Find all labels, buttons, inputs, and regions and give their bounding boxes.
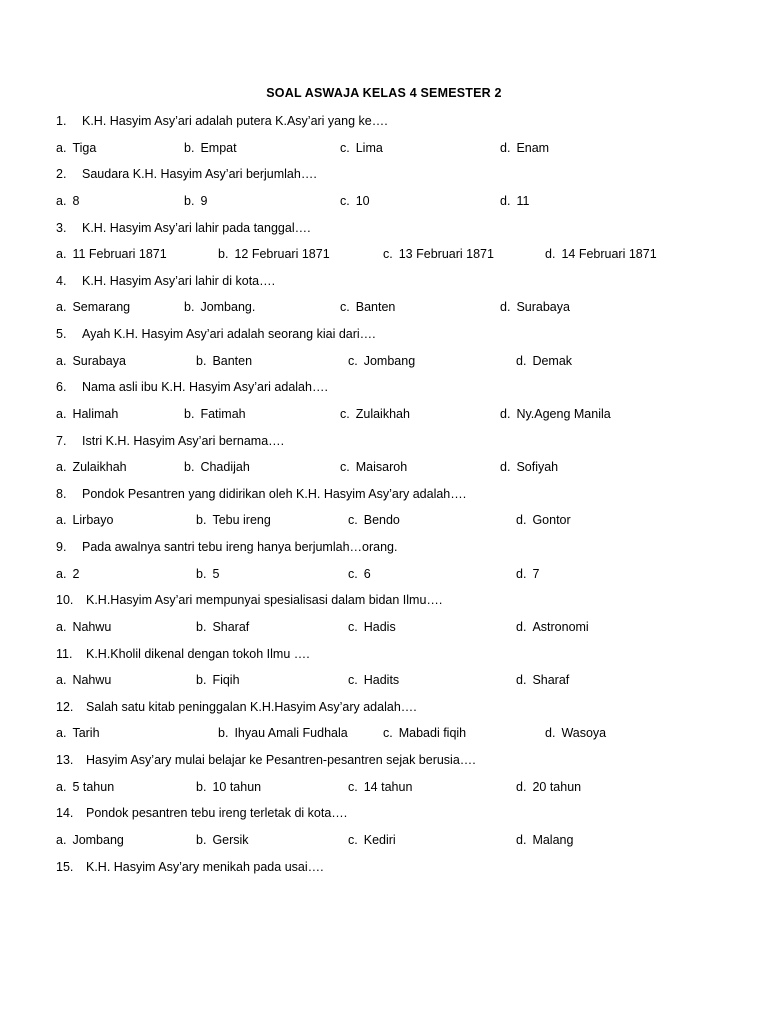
option-text: 6: [363, 566, 371, 581]
option-b[interactable]: [184, 460, 340, 476]
option-text: Jombang: [72, 832, 124, 847]
option-b[interactable]: [196, 780, 348, 796]
question-block: [56, 327, 712, 369]
option-a[interactable]: [56, 620, 196, 636]
option-text: 5: [212, 566, 220, 581]
option-letter: b.: [184, 460, 195, 475]
option-row: [56, 407, 712, 423]
question-block: [56, 167, 712, 209]
option-text: Surabaya: [516, 300, 570, 315]
question-line: [56, 487, 712, 503]
option-text: Semarang: [72, 300, 131, 315]
option-b[interactable]: [196, 354, 348, 370]
option-c[interactable]: [340, 141, 500, 157]
option-row: [56, 194, 712, 210]
option-text: Jombang: [363, 353, 416, 368]
option-text: Lima: [355, 140, 383, 155]
question-number: 6.: [56, 380, 67, 395]
option-b[interactable]: [196, 513, 348, 529]
option-a[interactable]: [56, 567, 196, 583]
option-letter: a.: [56, 513, 67, 528]
option-letter: a.: [56, 300, 67, 315]
option-b[interactable]: [196, 620, 348, 636]
question-line: [56, 860, 712, 876]
option-c[interactable]: [348, 354, 516, 370]
option-letter: b.: [184, 193, 195, 208]
option-text: Sharaf: [212, 619, 250, 634]
option-text: 8: [72, 193, 80, 208]
option-letter: a.: [56, 353, 67, 368]
option-letter: c.: [348, 513, 358, 528]
question-block: [56, 221, 712, 263]
option-letter: c.: [348, 779, 358, 794]
option-c[interactable]: [340, 407, 500, 423]
option-b[interactable]: [184, 407, 340, 423]
option-letter: a.: [56, 619, 67, 634]
option-letter: c.: [348, 832, 358, 847]
option-letter: c.: [340, 193, 350, 208]
question-line: [56, 647, 712, 663]
option-letter: a.: [56, 193, 67, 208]
option-letter: d.: [516, 619, 527, 634]
option-letter: a.: [56, 726, 67, 741]
option-a[interactable]: [56, 833, 196, 849]
option-letter: c.: [348, 353, 358, 368]
option-letter: d.: [500, 140, 511, 155]
option-row: [56, 726, 712, 742]
option-text: 13 Februari 1871: [398, 247, 494, 262]
option-a[interactable]: [56, 300, 184, 316]
option-letter: d.: [516, 353, 527, 368]
option-text: 5 tahun: [72, 779, 115, 794]
page-title: SOAL ASWAJA KELAS 4 SEMESTER 2: [266, 86, 502, 100]
question-text: Hasyim Asy’ary mulai belajar ke Pesantren-pesantren sejak berusia….: [86, 753, 476, 767]
option-b[interactable]: [218, 247, 383, 263]
option-c[interactable]: [348, 780, 516, 796]
option-d[interactable]: [516, 513, 676, 529]
option-letter: b.: [196, 353, 207, 368]
question-number: 9.: [56, 540, 67, 554]
option-letter: c.: [383, 247, 393, 262]
option-letter: a.: [56, 247, 67, 262]
option-letter: d.: [516, 566, 527, 581]
question-text: K.H. Hasyim Asy’ari lahir di kota….: [82, 273, 276, 288]
option-a[interactable]: [56, 407, 184, 423]
option-text: Zulaikhah: [72, 460, 127, 475]
question-text: Nama asli ibu K.H. Hasyim Asy’ari adalah….: [82, 380, 328, 395]
option-letter: d.: [500, 406, 511, 421]
option-c[interactable]: [383, 247, 545, 263]
option-text: Gersik: [212, 832, 249, 847]
question-line: [56, 593, 712, 609]
question-block: [56, 540, 712, 582]
option-text: 20 tahun: [532, 779, 582, 794]
option-text: Tiga: [72, 140, 97, 155]
option-letter: d.: [516, 779, 527, 794]
option-c[interactable]: [348, 567, 516, 583]
option-d[interactable]: [516, 673, 676, 689]
option-a[interactable]: [56, 673, 196, 689]
question-text: K.H. Hasyim Asy’ari adalah putera K.Asy’ari yang ke….: [82, 114, 388, 128]
question-line: [56, 753, 712, 769]
question-number: 3.: [56, 220, 67, 235]
option-text: Jombang.: [200, 300, 256, 315]
option-d[interactable]: [500, 141, 680, 157]
question-block: [56, 274, 712, 316]
question-block: [56, 593, 712, 635]
question-number: 8.: [56, 486, 67, 501]
option-letter: c.: [383, 726, 393, 741]
option-text: Lirbayo: [72, 513, 114, 528]
option-b[interactable]: [196, 567, 348, 583]
option-letter: b.: [196, 513, 207, 528]
option-letter: b.: [196, 832, 207, 847]
option-text: Banten: [355, 300, 396, 315]
question-text: Pondok Pesantren yang didirikan oleh K.H. Hasyim Asy’ary adalah….: [82, 486, 467, 501]
option-text: 9: [200, 193, 208, 208]
option-a[interactable]: [56, 780, 196, 796]
option-d[interactable]: [516, 620, 676, 636]
question-line: [56, 540, 712, 556]
option-text: Kediri: [363, 832, 396, 847]
question-line: [56, 327, 712, 343]
question-text: K.H.Hasyim Asy’ari mempunyai spesialisasi dalam bidan Ilmu….: [86, 593, 443, 608]
question-number: 7.: [56, 433, 67, 448]
option-a[interactable]: [56, 354, 196, 370]
option-letter: b.: [196, 566, 207, 581]
option-row: [56, 620, 712, 636]
question-number: 13.: [56, 753, 74, 767]
option-letter: a.: [56, 566, 67, 581]
option-letter: d.: [516, 513, 527, 528]
option-text: Ny.Ageng Manila: [516, 406, 611, 421]
option-a[interactable]: [56, 513, 196, 529]
question-line: [56, 434, 712, 450]
option-row: [56, 354, 712, 370]
question-text: Pondok pesantren tebu ireng terletak di kota….: [86, 806, 348, 821]
option-d[interactable]: [516, 567, 676, 583]
option-text: 11: [516, 193, 530, 208]
option-text: Gontor: [532, 513, 571, 528]
question-number: 5.: [56, 327, 67, 341]
option-letter: c.: [340, 140, 350, 155]
question-text: Istri K.H. Hasyim Asy’ari bernama….: [82, 433, 285, 448]
option-a[interactable]: [56, 194, 184, 210]
option-text: Bendo: [363, 513, 400, 528]
option-letter: b.: [218, 247, 229, 262]
option-letter: b.: [218, 726, 229, 741]
question-text: K.H.Kholil dikenal dengan tokoh Ilmu ….: [86, 646, 310, 661]
option-text: 7: [532, 566, 540, 581]
option-letter: b.: [196, 619, 207, 634]
option-letter: a.: [56, 832, 67, 847]
option-letter: c.: [340, 460, 350, 475]
question-line: [56, 114, 712, 130]
option-text: Demak: [532, 353, 573, 368]
question-block: [56, 434, 712, 476]
option-text: Banten: [212, 353, 253, 368]
option-letter: c.: [348, 566, 358, 581]
option-b[interactable]: [184, 300, 340, 316]
option-text: 10: [355, 193, 370, 208]
option-text: Zulaikhah: [355, 406, 410, 421]
question-line: [56, 167, 712, 183]
option-text: Mabadi fiqih: [398, 726, 467, 741]
question-line: [56, 274, 712, 290]
option-row: [56, 673, 712, 689]
option-row: [56, 780, 712, 796]
option-c[interactable]: [340, 194, 500, 210]
question-number: 12.: [56, 699, 74, 714]
option-text: Enam: [516, 140, 550, 155]
question-number: 4.: [56, 273, 67, 288]
option-d[interactable]: [545, 247, 705, 263]
question-block: [56, 114, 712, 156]
option-text: Malang: [532, 832, 574, 847]
option-letter: a.: [56, 460, 67, 475]
option-text: Fatimah: [200, 406, 246, 421]
option-letter: a.: [56, 406, 67, 421]
option-text: Sharaf: [532, 673, 570, 688]
option-c[interactable]: [348, 620, 516, 636]
option-row: [56, 833, 712, 849]
option-letter: b.: [184, 300, 195, 315]
option-text: 12 Februari 1871: [234, 247, 330, 262]
option-b[interactable]: [218, 726, 383, 742]
option-a[interactable]: [56, 141, 184, 157]
option-d[interactable]: [516, 780, 676, 796]
option-row: [56, 567, 712, 583]
option-text: 10 tahun: [212, 779, 262, 794]
option-text: Ihyau Amali Fudhala: [234, 726, 348, 741]
question-number: 14.: [56, 806, 74, 821]
question-text: K.H. Hasyim Asy’ari lahir pada tanggal….: [82, 220, 311, 235]
question-line: [56, 700, 712, 716]
question-block: [56, 806, 712, 848]
question-line: [56, 221, 712, 237]
question-number: 11.: [56, 646, 73, 661]
option-d[interactable]: [516, 354, 676, 370]
option-text: Halimah: [72, 406, 119, 421]
option-letter: c.: [348, 619, 358, 634]
option-letter: b.: [184, 140, 195, 155]
option-d[interactable]: [545, 726, 705, 742]
option-letter: d.: [500, 193, 511, 208]
option-b[interactable]: [184, 194, 340, 210]
option-b[interactable]: [196, 833, 348, 849]
question-text: Ayah K.H. Hasyim Asy’ari adalah seorang kiai dari….: [82, 327, 376, 341]
option-text: Astronomi: [532, 619, 589, 634]
option-c[interactable]: [348, 513, 516, 529]
option-letter: b.: [196, 673, 207, 688]
option-letter: d.: [545, 247, 556, 262]
option-text: Tarih: [72, 726, 100, 741]
option-b[interactable]: [196, 673, 348, 689]
option-letter: b.: [184, 406, 195, 421]
option-a[interactable]: [56, 460, 184, 476]
question-block: [56, 700, 712, 742]
question-text: Saudara K.H. Hasyim Asy’ari berjumlah….: [82, 167, 317, 182]
option-text: Fiqih: [212, 673, 240, 688]
option-letter: d.: [516, 832, 527, 847]
option-letter: a.: [56, 140, 67, 155]
question-text: Pada awalnya santri tebu ireng hanya berjumlah…orang.: [82, 540, 398, 554]
option-d[interactable]: [500, 407, 680, 423]
option-d[interactable]: [516, 833, 676, 849]
option-text: 2: [72, 566, 80, 581]
option-row: [56, 460, 712, 476]
option-letter: c.: [348, 673, 358, 688]
question-line: [56, 380, 712, 396]
option-text: Hadits: [363, 673, 400, 688]
option-letter: c.: [340, 300, 350, 315]
option-text: Wasoya: [561, 726, 607, 741]
question-block: [56, 380, 712, 422]
option-c[interactable]: [348, 673, 516, 689]
option-text: Surabaya: [72, 353, 126, 368]
option-text: Chadijah: [200, 460, 250, 475]
option-c[interactable]: [340, 460, 500, 476]
option-letter: b.: [196, 779, 207, 794]
option-c[interactable]: [348, 833, 516, 849]
option-text: Tebu ireng: [212, 513, 271, 528]
option-text: Nahwu: [72, 619, 112, 634]
question-number: 10.: [56, 593, 74, 608]
option-text: Sofiyah: [516, 460, 559, 475]
question-line: [56, 806, 712, 822]
option-b[interactable]: [184, 141, 340, 157]
option-d[interactable]: [500, 194, 680, 210]
question-number: 15.: [56, 859, 74, 874]
question-number: 1.: [56, 114, 67, 128]
option-c[interactable]: [340, 300, 500, 316]
option-letter: c.: [340, 406, 350, 421]
option-letter: a.: [56, 779, 67, 794]
option-letter: d.: [545, 726, 556, 741]
option-row: [56, 300, 712, 316]
option-letter: d.: [500, 300, 511, 315]
option-text: Hadis: [363, 619, 396, 634]
question-block: [56, 647, 712, 689]
option-c[interactable]: [383, 726, 545, 742]
option-text: 14 Februari 1871: [561, 247, 657, 262]
option-text: Empat: [200, 140, 237, 155]
option-a[interactable]: [56, 247, 218, 263]
option-letter: d.: [516, 673, 527, 688]
option-letter: d.: [500, 460, 511, 475]
option-text: Maisaroh: [355, 460, 408, 475]
option-letter: a.: [56, 673, 67, 688]
option-d[interactable]: [500, 300, 680, 316]
option-row: [56, 247, 712, 263]
question-text: Salah satu kitab peninggalan K.H.Hasyim Asy’ary adalah….: [86, 699, 417, 714]
question-block: [56, 487, 712, 529]
question-number: 2.: [56, 167, 67, 182]
option-text: 14 tahun: [363, 779, 413, 794]
question-text: K.H. Hasyim Asy’ary menikah pada usai….: [86, 859, 324, 874]
option-text: 11 Februari 1871: [72, 247, 167, 262]
option-row: [56, 513, 712, 529]
option-text: Nahwu: [72, 673, 112, 688]
question-block: [56, 860, 712, 876]
option-row: [56, 141, 712, 157]
option-a[interactable]: [56, 726, 218, 742]
question-block: [56, 753, 712, 795]
option-d[interactable]: [500, 460, 680, 476]
